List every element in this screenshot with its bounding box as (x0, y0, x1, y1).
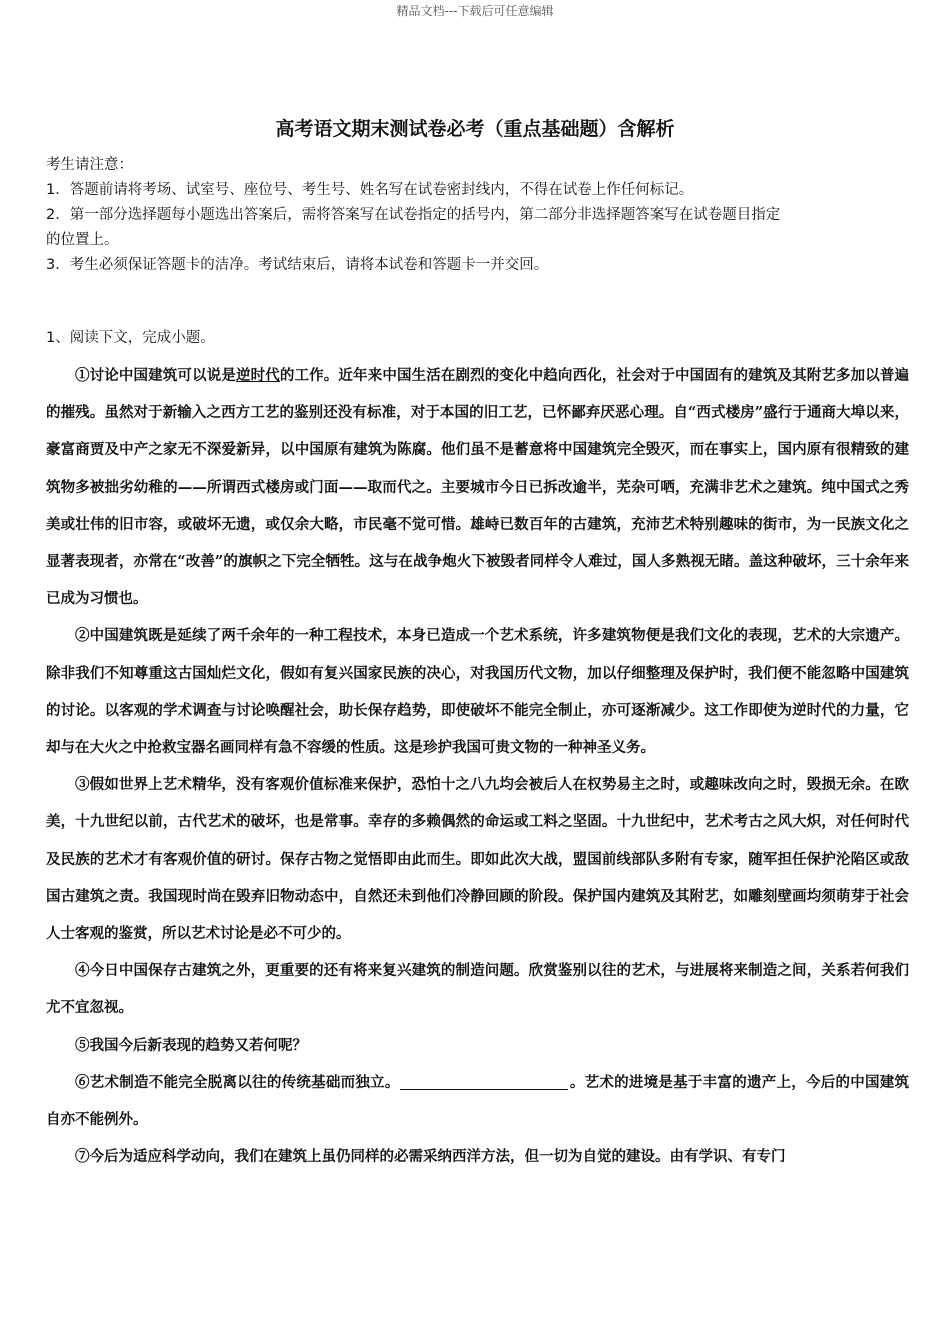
p1-text-pre: ①讨论中国建筑可以说是 (75, 367, 236, 384)
notice-item: 1．答题前请将考场、试室号、座位号、考生号、姓名写在试卷密封线内，不得在试卷上作任何标记。 (46, 182, 694, 198)
passage-paragraph-7: ⑦今后为适应科学动向，我们在建筑上虽仍同样的必需采纳西洋方法，但一切为自觉的建设。由有学识、有专门 (75, 1148, 786, 1166)
notice-heading: 考生请注意： (46, 157, 133, 173)
passage-paragraph-1 (46, 357, 909, 617)
passage-paragraph-4: ④今日中国保存古建筑之外，更重要的还有将来复兴建筑的制造问题。欣赏鉴别以往的艺术，与进展将来制造之间，关系若何我们尤不宜忽视。 (46, 962, 909, 1017)
question-1-prompt: 1、阅读下文，完成小题。 (46, 330, 215, 346)
passage-paragraph-5: ⑤我国今后新表现的趋势又若何呢？ (75, 1036, 307, 1054)
p6-text-pre: ⑥艺术制造不能完全脱离以往的传统基础而独立。 (75, 1073, 400, 1091)
notice-item: 的位置上。 (46, 232, 119, 248)
fill-in-blank[interactable] (400, 1074, 568, 1090)
page-header-note: 精品文档---下载后可任意编辑 (396, 4, 554, 18)
underlined-term: 逆时代 (235, 367, 280, 384)
exam-title: 高考语文期末测试卷必考（重点基础题）含解析 (275, 118, 675, 140)
passage-paragraph-6 (46, 1064, 909, 1138)
p1-text-post: 的工作。近年来中国生活在剧烈的变化中趋向西化，社会对于中国固有的建筑及其附艺多加以普遍的摧残。虽然对于新输入之西方工艺的鉴别还没有标准，对于本国的旧工艺，已怀鄙弃厌恶心理。自“西式楼房”盛行于通商大埠以来，豪富商贾及中产之家无不深爱新异，以中国原有建筑为陈腐。他们虽不是蓄意将中国建筑完全毁灭，而在事实上，国内原有很精致的建筑物多被拙劣幼稚的——所谓西式楼房或门面——取而代之。主要城市今日已拆改逾半，芜杂可哂，充满非艺术之建筑。纯中国式之秀美或壮伟的旧市容，或破坏无遗，或仅余大略，市民毫不觉可惜。雄峙已数百年的古建筑，充沛艺术特别趣味的街市，为一民族文化之显著表现者，亦常在“改善”的旗帜之下完全牺牲。这与在战争炮火下被毁者同样令人难过，国人多熟视无睹。盖这种破坏，三十余年来已成为习惯也。 (46, 367, 910, 608)
passage-paragraph-2: ②中国建筑既是延续了两千余年的一种工程技术，本身已造成一个艺术系统，许多建筑物便是我们文化的表现，艺术的大宗遗产。除非我们不知尊重这古国灿烂文化，假如有复兴国家民族的决心，对我国历代文物，加以仔细整理及保护时，我们便不能忽略中国建筑的讨论。以客观的学术调查与讨论唤醒社会，助长保存趋势，即使破坏不能完全制止，亦可逐渐减少。这工作即使为逆时代的力量，它却与在大火之中抢救宝器名画同样有急不容缓的性质。这是珍护我国可贵文物的一种神圣义务。 (46, 627, 909, 757)
notice-item: 3．考生必须保证答题卡的洁净。考试结束后，请将本试卷和答题卡一并交回。 (46, 257, 549, 273)
passage-paragraph-3: ③假如世界上艺术精华，没有客观价值标准来保护，恐怕十之八九均会被后人在权势易主之时，或趣味改向之时，毁损无余。在欧美，十九世纪以前，古代艺术的破坏，也是常事。幸存的多赖偶然的命运或工料之坚固。十九世纪中，艺术考古之风大炽，对任何时代及民族的艺术才有客观价值的研讨。保存古物之觉悟即由此而生。即如此次大战，盟国前线部队多附有专家，随军担任保护沦陷区或敌国古建筑之责。我国现时尚在毁弃旧物动态中，自然还未到他们冷静回顾的阶段。保护国内建筑及其附艺，如雕刻壁画均须萌芽于社会人士客观的鉴赏，所以艺术讨论是必不可少的。 (46, 776, 909, 943)
reading-passage (46, 357, 909, 1175)
notice-item: 2．第一部分选择题每小题选出答案后，需将答案写在试卷指定的括号内，第二部分非选择题答案写在试卷题目指定 (46, 207, 781, 223)
candidate-notice (46, 153, 906, 278)
p6-text-post: 。艺术的进境是基于丰富的遗产上，今后的中国建筑自亦不能例外。 (46, 1073, 910, 1129)
